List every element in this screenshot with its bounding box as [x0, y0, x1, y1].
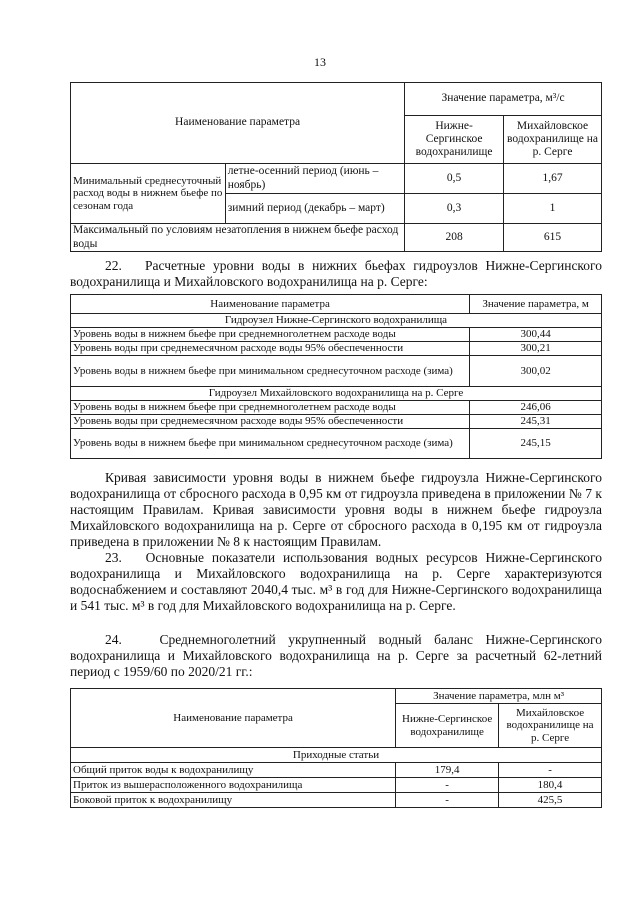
period-summer-autumn: летне-осенний период (июнь – ноябрь)	[225, 164, 404, 194]
flow-parameters-table	[70, 82, 602, 252]
header-value-unit: Значение параметра, м	[470, 295, 602, 314]
value-cell: 615	[504, 224, 602, 252]
period-winter: зимний период (декабрь – март)	[225, 194, 404, 224]
row-label: Уровень воды в нижнем бьефе при среднемноголетнем расходе воды	[71, 328, 470, 342]
paragraph-number: 23.	[105, 550, 122, 565]
value-cell: 0,5	[405, 164, 504, 194]
header-value-unit: Значение параметра, млн м³	[396, 689, 602, 704]
value-cell: 425,5	[499, 793, 602, 808]
value-cell: 300,02	[470, 356, 602, 387]
header-mikhaylovskoe: Михайловское водохранилище на р. Серге	[504, 116, 602, 164]
row-label: Уровень воды в нижнем бьефе при минимальном среднесуточном расходе (зима)	[71, 429, 470, 459]
group-header: Приходные статьи	[71, 748, 602, 763]
paragraph-text: Основные показатели использования водных ресурсов Нижне-Сергинского водохранилища и Михайловского водохранилища на р. Серге характеризуются водоснабжением и составляют 2040,4 тыс. м³ в год для Нижне-Сергинского водохранилища и 541 тыс. м³ в год для Михайловского водохранилища на р. Серге.	[70, 550, 603, 613]
paragraph-text: Среднемноголетний укрупненный водный баланс Нижне-Сергинского водохранилища и Михайловского водохранилища на р. Серге за расчетный 62-летний период с 1959/60 по 2020/21 гг.:	[70, 632, 603, 679]
value-cell: 300,21	[470, 342, 602, 356]
water-levels-table	[70, 294, 602, 459]
value-cell: 245,31	[470, 415, 602, 429]
header-nizhne-serginskoe: Нижне-Сергинское водохранилище	[405, 116, 504, 164]
row-label: Уровень воды при среднемесячном расходе воды 95% обеспеченности	[71, 342, 470, 356]
value-cell: 1	[504, 194, 602, 224]
value-cell: 0,3	[405, 194, 504, 224]
value-cell: 246,06	[470, 401, 602, 415]
max-flow-label: Максимальный по условиям незатопления в нижнем бьефе расход воды	[71, 224, 405, 252]
row-label: Приток из вышерасположенного водохранилища	[71, 778, 396, 793]
row-label: Уровень воды в нижнем бьефе при среднемноголетнем расходе воды	[71, 401, 470, 415]
paragraph-23	[70, 550, 602, 614]
header-parameter-name: Наименование параметра	[71, 689, 396, 748]
page-number: 13	[314, 55, 326, 69]
header-parameter-name: Наименование параметра	[71, 83, 405, 164]
row-label: Уровень воды в нижнем бьефе при минимальном среднесуточном расходе (зима)	[71, 356, 470, 387]
group-header: Гидроузел Нижне-Сергинского водохранилища	[71, 314, 602, 328]
group-header: Гидроузел Михайловского водохранилища на р. Серге	[71, 387, 602, 401]
row-group-label: Минимальный среднесуточный расход воды в нижнем бьефе по сезонам года	[71, 164, 226, 224]
value-cell: 180,4	[499, 778, 602, 793]
paragraph-text: Расчетные уровни воды в нижних бьефах гидроузлов Нижне-Сергинского водохранилища и Михайловского водохранилища на р. Серге:	[70, 258, 603, 289]
value-cell: 208	[405, 224, 504, 252]
header-mikhaylovskoe: Михайловское водохранилище на р. Серге	[499, 704, 602, 748]
value-cell: -	[396, 793, 499, 808]
paragraph-number: 24.	[105, 632, 122, 647]
value-cell: 245,15	[470, 429, 602, 459]
water-balance-table	[70, 688, 602, 808]
paragraph-curve	[70, 470, 602, 550]
row-label: Боковой приток к водохранилищу	[71, 793, 396, 808]
value-cell: -	[396, 778, 499, 793]
value-cell: 179,4	[396, 763, 499, 778]
paragraph-24	[70, 632, 602, 680]
header-nizhne-serginskoe: Нижне-Сергинское водохранилище	[396, 704, 499, 748]
value-cell: 300,44	[470, 328, 602, 342]
row-label: Общий приток воды к водохранилищу	[71, 763, 396, 778]
header-parameter-name: Наименование параметра	[71, 295, 470, 314]
value-cell: -	[499, 763, 602, 778]
paragraph-text: Кривая зависимости уровня воды в нижнем бьефе гидроузла Нижне-Сергинского водохранилища от сбросного расхода в 0,95 км от гидроузла приведена в приложении № 7 к настоящим Правилам. Кривая зависимости уровня воды в нижнем бьефе гидроузла Михайловского водохранилища на р. Серге от сбросного расхода в 0,195 км от гидроузла приведена в приложении № 8 к настоящим Правилам.	[70, 470, 602, 549]
row-label: Уровень воды при среднемесячном расходе воды 95% обеспеченности	[71, 415, 470, 429]
value-cell: 1,67	[504, 164, 602, 194]
paragraph-22	[70, 258, 602, 290]
header-value-unit: Значение параметра, м³/с	[405, 83, 602, 116]
paragraph-number: 22.	[105, 258, 122, 273]
